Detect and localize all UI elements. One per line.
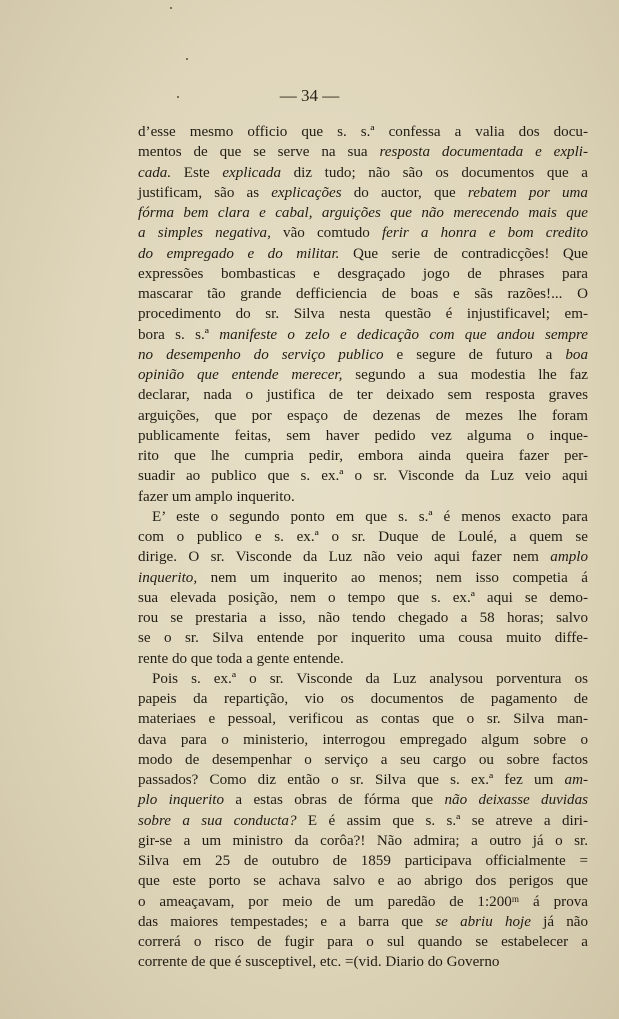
text-run: do auctor, que [341, 184, 468, 201]
text-run: modo de desempenhar o serviço a seu cargo ou sobre factos [138, 751, 588, 768]
text-line [138, 304, 588, 324]
text-run: justificam, são as [138, 184, 272, 201]
text-run: corrente de que é susceptivel, etc. =(vid. Diario do Governo [138, 954, 500, 971]
text-line [138, 608, 588, 628]
text-run: Este [171, 164, 223, 181]
text-run: correrá o risco de fugir para o sul quando se estabelecer a [138, 934, 588, 950]
text-line [138, 365, 588, 385]
text-run: que este porto se achava salvo e ao abrigo dos perigos que [138, 873, 588, 890]
text-line [138, 426, 588, 446]
text-run: vão comtudo [270, 225, 382, 242]
text-run: declarar, nada o justifica de ter deixado sem resposta graves [138, 387, 588, 404]
text-run: Pois s. ex.ª o sr. Visconde da Luz analysou porventura os [152, 670, 588, 687]
text-run: rou se prestaria a isso, não tendo chegado a 58 horas; salvo [138, 610, 588, 626]
text-run: rente do que toda a gente entende. [138, 650, 344, 667]
text-run: Silva em 25 de outubro de 1859 participava officialmente = [138, 853, 588, 869]
text-run: materiaes e pessoal, verificou as contas que o sr. Silva man- [138, 711, 588, 728]
text-line [138, 183, 588, 203]
text-line [138, 264, 588, 284]
text-run: já não [530, 913, 588, 930]
ink-speck [186, 58, 188, 60]
text-run: diz tudo; não são os documentos que a [281, 164, 588, 181]
italic-run: se abriu hoje [435, 913, 531, 930]
text-run: se o sr. Silva entende por inquerito uma cousa muito diffe- [138, 630, 588, 647]
text-line [138, 547, 588, 567]
text-line [138, 770, 588, 790]
text-line [138, 507, 588, 527]
text-line [138, 466, 588, 486]
text-line [138, 730, 588, 750]
text-line [138, 345, 588, 365]
text-run: publicamente feitas, sem haver pedido vez alguma o inque- [138, 427, 588, 444]
text-line [138, 689, 588, 709]
text-line [138, 892, 588, 912]
text-line [138, 163, 588, 183]
text-line [138, 244, 588, 264]
text-run: procedimento do sr. Silva nesta questão é injustificavel; em- [138, 306, 588, 323]
text-run: gir-se a um ministro da corôa?! Não admira; a outro já o sr. [138, 832, 588, 849]
text-line [138, 527, 588, 547]
text-line [138, 649, 588, 669]
text-run: expressões bombasticas e desgraçado jogo de phrases para [138, 265, 588, 282]
text-line [138, 912, 588, 932]
text-line [138, 750, 588, 770]
italic-run: explicada [222, 164, 281, 181]
text-line [138, 122, 588, 142]
text-line [138, 709, 588, 729]
text-run: a estas obras de fórma que [224, 792, 445, 809]
text-run: com o publico e s. ex.ª o sr. Duque de Loulé, a quem se [138, 529, 588, 545]
body-text [138, 122, 588, 973]
text-line [138, 628, 588, 648]
italic-run: resposta documentada e expli- [379, 144, 589, 161]
text-run: e segure de futuro a [383, 346, 566, 363]
ink-speck [170, 7, 172, 9]
italic-run: do empregado e do militar. [138, 245, 340, 262]
text-run: o ameaçavam, por meio de um paredão de 1:200ᵐ á prova [138, 893, 588, 910]
text-line [138, 811, 588, 831]
text-run: passados? Como diz então o sr. Silva que s. ex.ª fez um [138, 772, 565, 788]
text-run: mentos de que se serve na sua [138, 144, 380, 161]
italic-run: não deixasse duvidas [444, 792, 588, 809]
text-line [138, 325, 588, 345]
text-run: segundo a sua modestia lhe faz [342, 367, 588, 383]
text-run: Que serie de contradicções! Que [339, 245, 588, 262]
text-line [138, 568, 588, 588]
italic-run: fórma bem clara e cabal, arguições que não merecendo mais que [138, 205, 588, 221]
text-run: fazer um amplo inquerito. [138, 488, 295, 505]
text-line [138, 871, 588, 891]
paragraph [138, 669, 588, 973]
italic-run: amplo [550, 549, 588, 566]
italic-run: manifeste o zelo e dedicação com que andou sempre [219, 326, 589, 343]
italic-run: plo inquerito [138, 792, 225, 809]
text-run: nem um inquerito ao menos; nem isso competia á [197, 569, 588, 586]
text-line [138, 932, 588, 952]
text-run: rito que lhe cumpria pedir, embora ainda queira fazer per- [138, 448, 588, 464]
italic-run: rebatem por uma [467, 184, 588, 201]
text-line [138, 223, 588, 243]
text-run: suadir ao publico que s. ex.ª o sr. Visconde da Luz veio aqui [138, 468, 588, 485]
page-number: — 34 — [279, 86, 340, 105]
italic-run: boa [565, 346, 588, 363]
text-run: E’ este o segundo ponto em que s. s.ª é menos exacto para [152, 508, 588, 525]
text-line [138, 588, 588, 608]
italic-run: no desempenho do serviço publico [138, 346, 384, 363]
text-run: arguições, que por espaço de dezenas de mezes lhe foram [138, 407, 588, 424]
italic-run: ferir a honra e bom credito [381, 225, 589, 242]
text-line [138, 203, 588, 223]
text-line [138, 406, 588, 426]
text-run: sua elevada posição, nem o tempo que s. ex.ª aqui se demo- [138, 589, 588, 606]
text-line [138, 851, 588, 871]
italic-run: explicações [271, 184, 342, 201]
text-run: papeis da repartição, vio os documentos de pagamento de [138, 691, 588, 707]
paragraph [138, 507, 588, 669]
italic-run: opinião que entende merecer, [138, 367, 343, 383]
text-line [138, 790, 588, 810]
italic-run: a simples negativa, [138, 225, 271, 242]
italic-run: cada. [138, 164, 172, 181]
text-run: das maiores tempestades; e a barra que [138, 913, 436, 930]
text-line [138, 142, 588, 162]
text-run: dava para o ministerio, interrogou empregado algum sobre o [138, 731, 588, 748]
italic-run: inquerito, [138, 569, 198, 586]
italic-run: am- [564, 772, 588, 788]
text-line [138, 284, 588, 304]
text-line [138, 831, 588, 851]
text-line [138, 446, 588, 466]
italic-run: sobre a sua conducta? [138, 812, 297, 829]
text-line [138, 385, 588, 405]
text-run: mascarar tão grande defficiencia de boas e sãs razões!... O [138, 286, 588, 302]
text-line [138, 669, 588, 689]
text-run: E é assim que s. s.ª se atreve a diri- [296, 812, 588, 829]
text-run: d’esse mesmo officio que s. s.ª confessa a valia dos docu- [138, 124, 588, 140]
text-line [138, 952, 588, 972]
paragraph [138, 122, 588, 507]
text-line [138, 487, 588, 507]
text-run: dirige. O sr. Visconde da Luz não veio aqui fazer nem [138, 549, 551, 566]
text-run: bora s. s.ª [138, 326, 220, 343]
